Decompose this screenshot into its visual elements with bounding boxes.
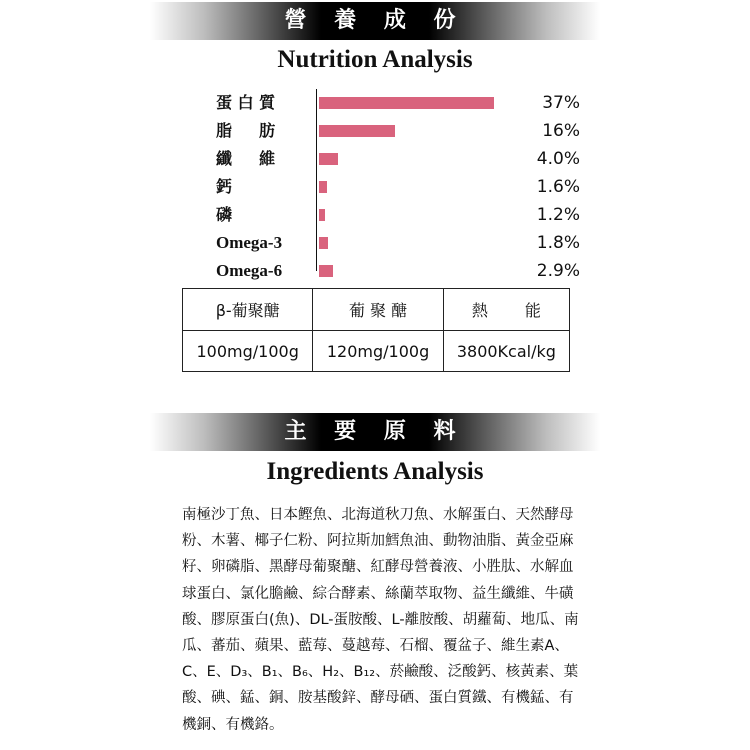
stats-value-glucan: 120mg/100g xyxy=(313,331,443,372)
ingredients-banner-title: 主 要 原 料 xyxy=(284,419,466,444)
nutrient-value: 1.6% xyxy=(536,177,580,197)
nutrient-row-fat xyxy=(180,117,580,145)
nutrition-banner-title: 營 養 成 份 xyxy=(284,8,466,33)
nutrient-bar xyxy=(319,181,327,193)
nutrient-value: 1.2% xyxy=(536,205,580,225)
nutrition-banner xyxy=(150,2,600,40)
nutrient-bar xyxy=(319,125,395,137)
nutrient-label: Omega-6 xyxy=(216,261,283,280)
nutrient-value: 4.0% xyxy=(536,149,580,169)
ingredients-subtitle: Ingredients Analysis xyxy=(266,458,484,485)
stats-header-beta-glucan: β-葡聚醣 xyxy=(183,289,313,331)
bar-axis-line xyxy=(316,89,317,271)
stats-header-row xyxy=(183,289,570,331)
nutrient-value: 16% xyxy=(542,121,580,141)
nutrient-bar xyxy=(319,153,338,165)
nutrient-label: 纖 維 xyxy=(216,149,276,168)
nutrient-row-omega3 xyxy=(180,229,580,257)
nutrient-row-calcium xyxy=(180,173,580,201)
nutrient-label: Omega-3 xyxy=(216,233,283,252)
nutrition-stats-table xyxy=(182,288,570,372)
stats-value-row xyxy=(183,331,570,372)
nutrient-value: 2.9% xyxy=(536,261,580,281)
nutrient-row-protein xyxy=(180,89,580,117)
nutrient-bar xyxy=(319,209,325,221)
ingredients-list: 南極沙丁魚、日本鰹魚、北海道秋刀魚、水解蛋白、天然酵母粉、木薯、椰子仁粉、阿拉斯加鱈魚油、動物油脂、黃金亞麻籽、卵磷脂、黑酵母葡聚醣、紅酵母營養液、小胜肽、水解血球蛋白、氯化膽鹼、綜合酵素、絲蘭萃取物、益生纖維、牛磺酸、膠原蛋白(魚)、DL-蛋胺酸、L-離胺酸、胡蘿蔔、地瓜、南瓜、蕃茄、蘋果、藍莓、蔓越莓、石榴、覆盆子、維生素A、C、E、D₃、B₁、B₆、H₂、B₁₂、菸鹼酸、泛酸鈣、核黃素、葉酸、碘、錳、銅、胺基酸鋅、酵母硒、蛋白質鐵、有機錳、有機銅、有機鉻。 xyxy=(182,507,579,733)
nutrient-value: 1.8% xyxy=(536,233,580,253)
nutrient-label: 蛋 白 質 xyxy=(216,93,276,112)
stats-value-calories: 3800Kcal/kg xyxy=(443,331,569,372)
stats-header-calories: 熱 能 xyxy=(443,289,569,331)
nutrition-subtitle: Nutrition Analysis xyxy=(277,46,473,73)
stats-value-beta-glucan: 100mg/100g xyxy=(183,331,313,372)
nutrient-bar xyxy=(319,265,333,277)
stats-header-glucan: 葡 聚 醣 xyxy=(313,289,443,331)
nutrient-label: 脂 肪 xyxy=(216,121,276,140)
nutrient-bar-list xyxy=(180,89,580,285)
nutrient-value: 37% xyxy=(542,93,580,113)
nutrient-bar xyxy=(319,237,328,249)
nutrient-row-phosphorus xyxy=(180,201,580,229)
nutrient-label: 鈣 xyxy=(216,177,233,196)
nutrient-row-fiber xyxy=(180,145,580,173)
nutrient-label: 磷 xyxy=(216,205,233,224)
nutrient-row-omega6 xyxy=(180,257,580,285)
ingredients-banner xyxy=(150,413,600,451)
